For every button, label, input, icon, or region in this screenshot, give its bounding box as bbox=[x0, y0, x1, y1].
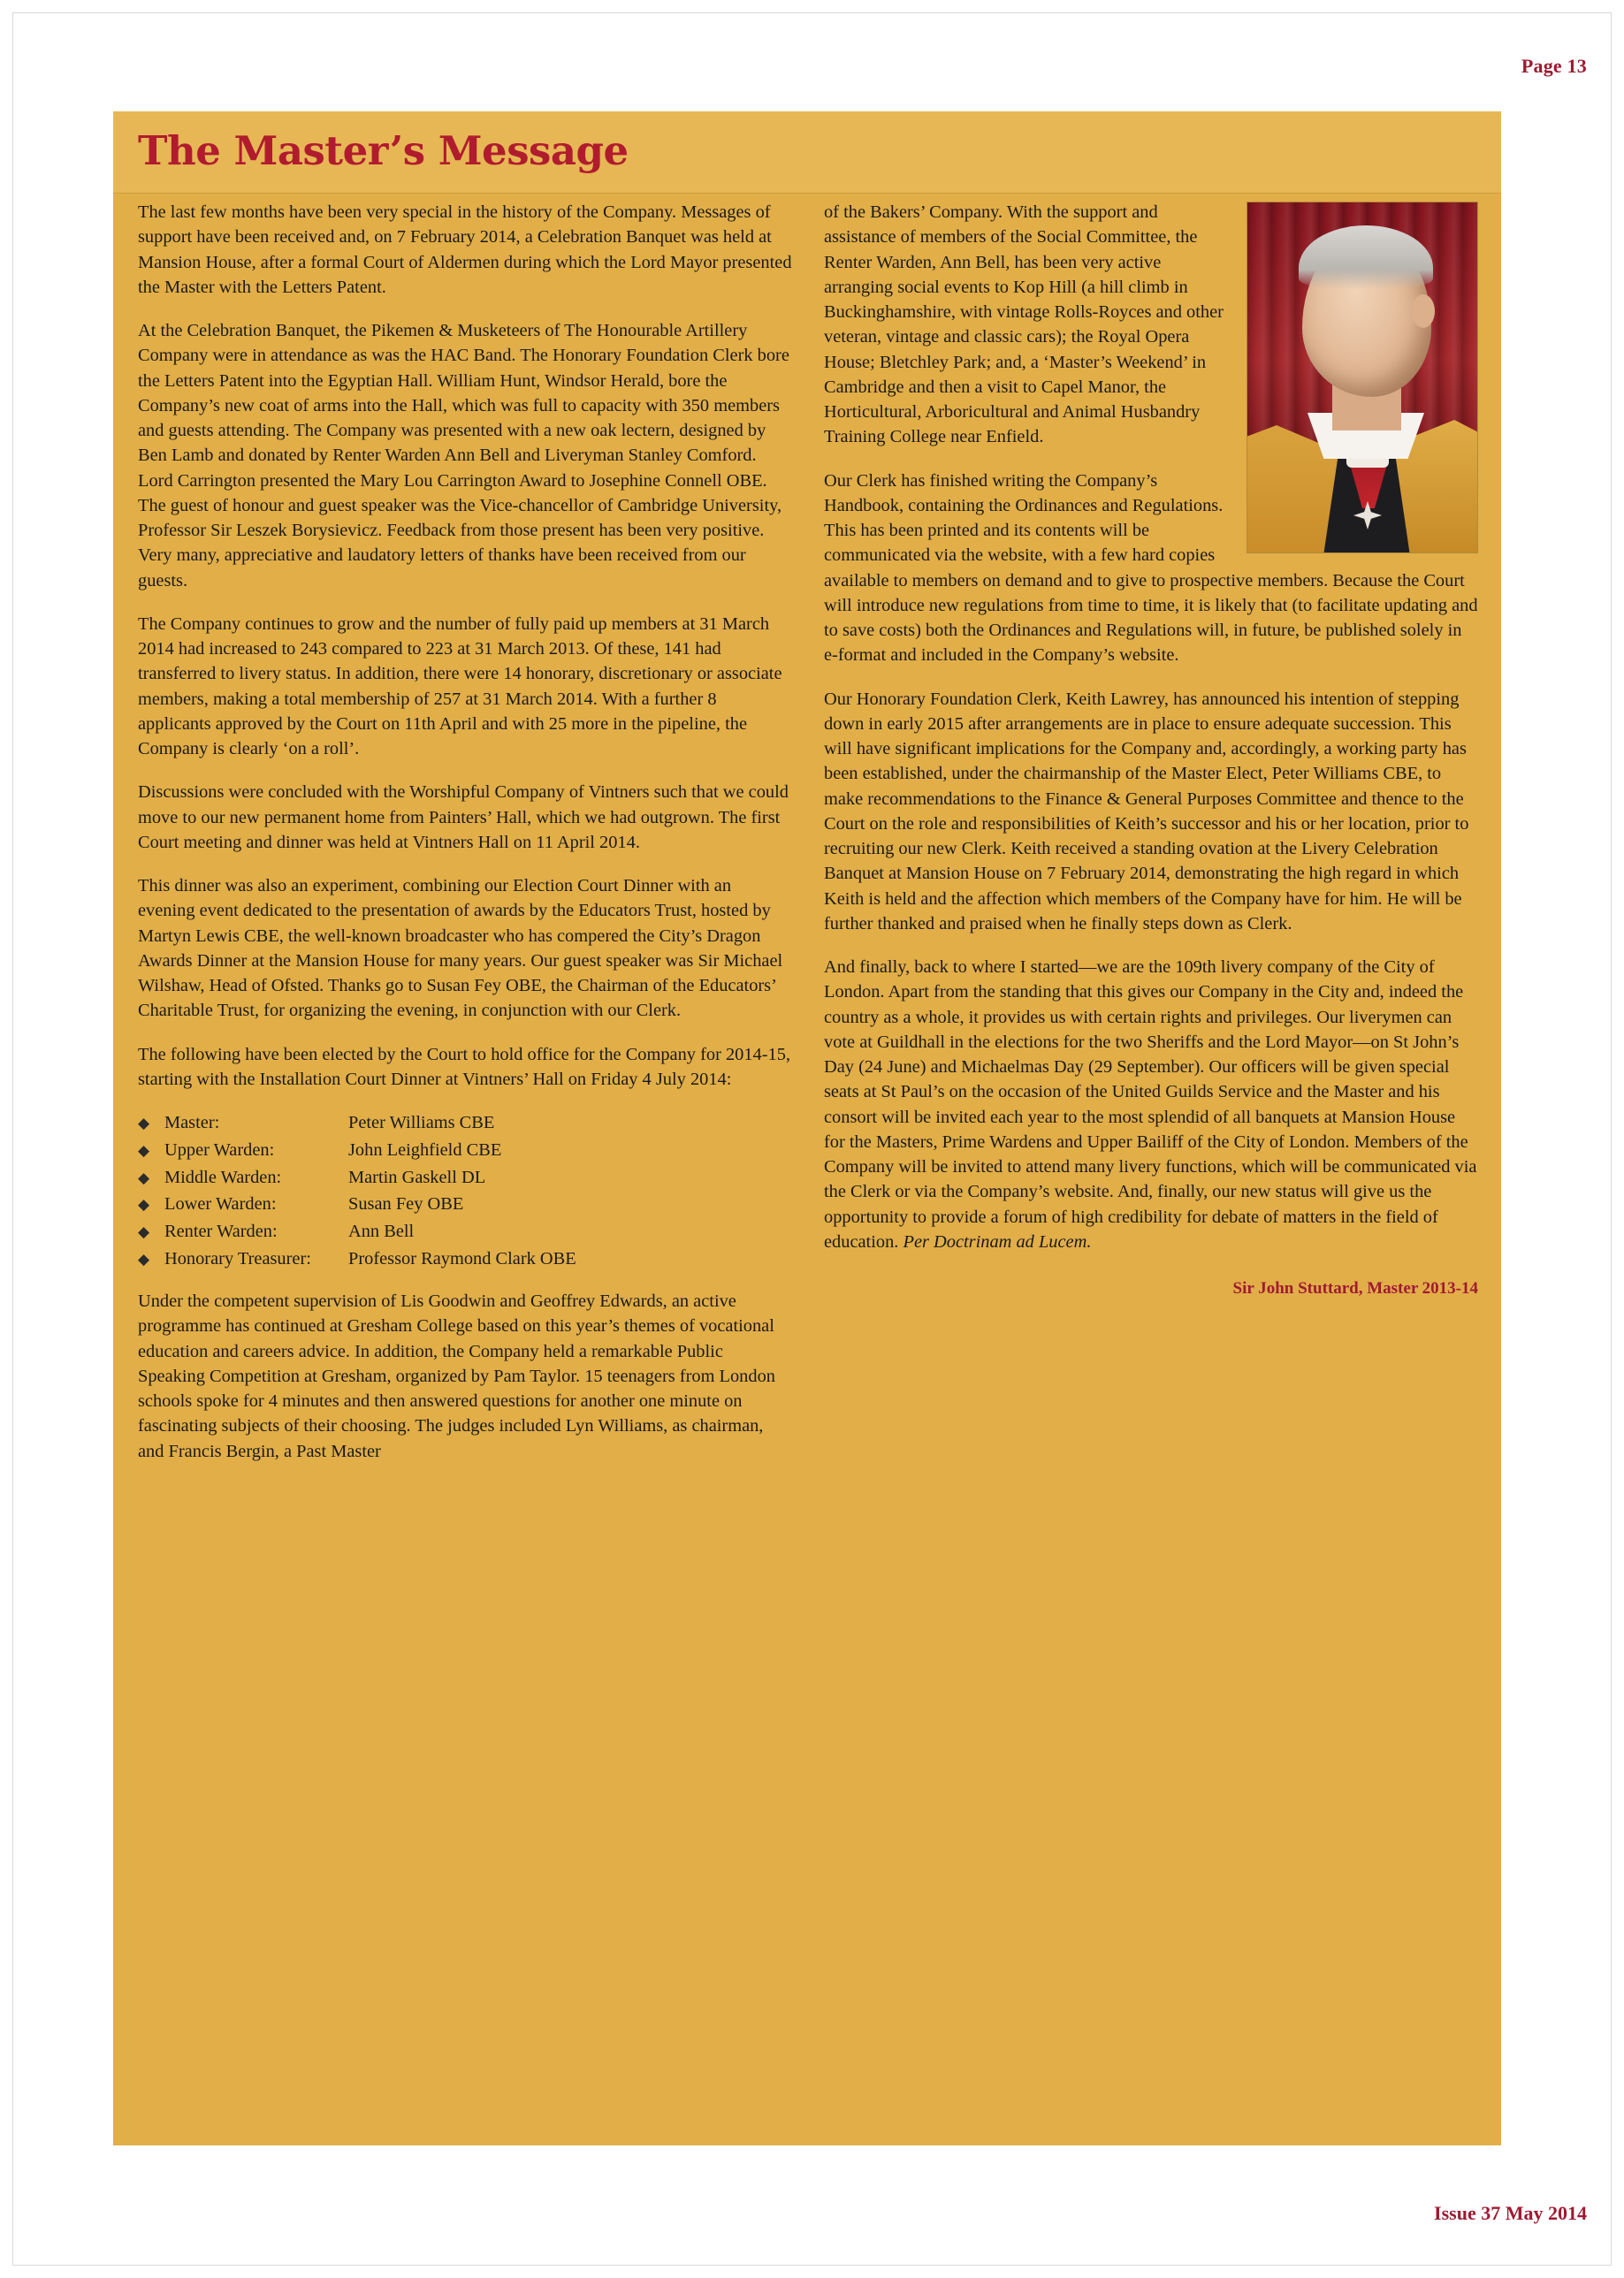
paragraph: This dinner was also an experiment, combining our Election Court Dinner with an evening event dedicated to the presentation of awards by the Educators Trust, hosted by Martyn Lewis CBE, the well-known broadcaster who has compered the City’s Dragon Awards Dinner at the Mansion House for many years. Our guest speaker was Sir Michael Wilshaw, Head of Ofsted. Thanks go to Susan Fey OBE, the Chairman of the Educators’ Charitable Trust, for organizing the evening, in conjunction with our Clerk. bbox=[138, 876, 783, 1021]
paragraph: The last few months have been very special in the history of the Company. Messages of support have been received and, on 7 February 2014, a Celebration Banquet was held at Mansion House, after a formal Court of Aldermen during which the Lord Mayor presented the Master with the Letters Patent. bbox=[138, 202, 792, 297]
officer-name: Professor Raymond Clark OBE bbox=[348, 1248, 576, 1269]
page-number: Page 13 bbox=[1521, 55, 1587, 77]
paragraph: Under the competent supervision of Lis Goodwin and Geoffrey Edwards, an active programme has continued at Gresham College based on this year’s themes of vocational education and careers advice. In addition, the Company held a remarkable Public Speaking Competition at Gresham, organized by Pam Taylor. 15 teenagers from London schools spoke for 4 minutes and then answered questions for another one minute on fascinating subjects of their choosing. The judges included Lyn Williams, as chairman, and Francis Bergin, a Past Master bbox=[138, 1291, 775, 1461]
left-column bbox=[138, 200, 792, 1464]
officer-name: Ann Bell bbox=[348, 1222, 415, 1241]
paragraph-text: And finally, back to where I started—we are the 109th livery company of the City of London. Apart from the standing that this gives our Company in the City and, indeed the country as a whole, it provides us with certain rights and privileges. Our liverymen can vote at Guildhall in the elections for the two Sheriffs and the Lord Mayor—on St John’s Day (24 June) and Michaelmas Day (29 September). Our officers will be given special seats at St Paul’s on the occasion of the United Guilds Service and the Master and his consort will be invited each year to the most splendid of all banquets at Mansion House for the Masters, Prime Wardens and Upper Bailiff of the City of London. Members of the Company will be invited to attend many livery functions, which will be communicated via the Clerk or via the Company’s website. And, finally, our new status will give us the opportunity to provide a forum of high credibility for debate of matters in the field of education. bbox=[824, 957, 1477, 1252]
right-column bbox=[824, 200, 1478, 1464]
paragraph: Our Honorary Foundation Clerk, Keith Lawrey, has announced his intention of stepping down in early 2015 after arrangements are in place to ensure adequate succession. This will have significant implications for the Company and, accordingly, a working party has been established, under the chairmanship of the Master Elect, Peter Williams CBE, to make recommendations to the Finance & General Purposes Committee and thence to the Court on the role and responsibilities of Keith’s successor and his or her location, prior to recruiting our new Clerk. Keith received a standing ovation at the Livery Celebration Banquet at Mansion House on 7 February 2014, demonstrating the high regard in which Keith is held and the affection which members of the Company have for him. He will be further thanked and praised when he finally steps down as Clerk. bbox=[824, 689, 1469, 933]
diamond-bullet-icon: ◆ bbox=[138, 1250, 150, 1268]
list-item bbox=[138, 1219, 792, 1244]
article-columns bbox=[138, 200, 1478, 1464]
officer-role: Renter Warden: bbox=[164, 1222, 278, 1241]
officer-role: Middle Warden: bbox=[164, 1167, 282, 1187]
officer-name: John Leighfield CBE bbox=[348, 1139, 502, 1160]
paragraph: Discussions were concluded with the Worshipful Company of Vintners such that we could move to our new permanent home from Painters’ Hall, which we had outgrown. The first Court meeting and dinner was held at Vintners Hall on 11 April 2014. bbox=[138, 782, 789, 852]
officer-name: Peter Williams CBE bbox=[348, 1113, 495, 1132]
panel-header bbox=[113, 111, 1501, 194]
paragraph: At the Celebration Banquet, the Pikemen & Musketeers of The Honourable Artillery Company were in attendance as was the HAC Band. The Honorary Foundation Clerk bore the Letters Patent into the Egyptian Hall. William Hunt, Windsor Herald, bore the Company’s new coat of arms into the Hall, which was full to capacity with 350 members and guests attending. The Company was presented with a new oak lectern, designed by Ben Lamb and donated by Renter Warden Ann Bell and Liveryman Stanley Comford. Lord Carrington presented the Mary Lou Carrington Award to Josephine Connell OBE. The guest of honour and guest speaker was the Vice-chancellor of Cambridge University, Professor Sir Leszek Borysievicz. Feedback from those present has been very positive. Very many, appreciative and laudatory letters of thanks have been received from our guests. bbox=[138, 321, 789, 590]
officer-name: Susan Fey OBE bbox=[348, 1194, 464, 1215]
paragraph: of the Bakers’ Company. With the support and assistance of members of the Social Committee, the Renter Warden, Ann Bell, has been very active arranging social events to Kop Hill (a hill climb in Buckinghamshire, with vintage Rolls-Royces and other veteran, vintage and classic cars); the Royal Opera House; Bletchley Park; and, a ‘Master’s Weekend’ in Cambridge and then a visit to Capel Manor, the Horticultural, Arboricultural and Animal Husbandry Training College near Enfield. bbox=[824, 202, 1224, 447]
list-item bbox=[138, 1192, 792, 1216]
masters-message-panel bbox=[113, 111, 1501, 2145]
officer-role: Upper Warden: bbox=[164, 1139, 275, 1160]
diamond-bullet-icon: ◆ bbox=[138, 1141, 150, 1159]
page-title: The Master’s Message bbox=[138, 127, 629, 174]
paragraph: The following have been elected by the Court to hold office for the Company for 2014-15, starting with the Installation Court Dinner at Vintners’ Hall on Friday 4 July 2014: bbox=[138, 1044, 791, 1089]
ear bbox=[1412, 294, 1435, 328]
list-item bbox=[138, 1138, 792, 1162]
officer-role: Honorary Treasurer: bbox=[164, 1248, 311, 1269]
list-item bbox=[138, 1165, 792, 1190]
diamond-bullet-icon: ◆ bbox=[138, 1223, 150, 1240]
latin-motto: Per Doctrinam ad Lucem. bbox=[903, 1231, 1092, 1252]
diamond-bullet-icon: ◆ bbox=[138, 1115, 150, 1131]
diamond-bullet-icon: ◆ bbox=[138, 1196, 150, 1214]
officers-list bbox=[138, 1110, 792, 1271]
paragraph bbox=[824, 955, 1478, 1254]
list-item bbox=[138, 1246, 792, 1271]
issue-footer: Issue 37 May 2014 bbox=[1434, 2202, 1587, 2224]
author-signature: Sir John Stuttard, Master 2013-14 bbox=[1232, 1279, 1478, 1298]
master-portrait-photo bbox=[1247, 202, 1478, 553]
officer-name: Martin Gaskell DL bbox=[348, 1167, 486, 1187]
paragraph: The Company continues to grow and the number of fully paid up members at 31 March 2014 had increased to 243 compared to 223 at 31 March 2013. Of these, 141 had transferred to livery status. In addition, there were 14 honorary, discretionary or associate members, making a total membership of 257 at 31 March 2014. With a further 8 applicants approved by the Court on 11th April and with 25 more in the pipeline, the Company is clearly ‘on a roll’. bbox=[138, 613, 782, 758]
officer-role: Lower Warden: bbox=[164, 1194, 277, 1215]
officer-role: Master: bbox=[164, 1113, 220, 1132]
diamond-bullet-icon: ◆ bbox=[138, 1169, 150, 1186]
paragraph: Our Clerk has finished writing the Company’s Handbook, containing the Ordinances and Regulations. This has been printed and its contents will be communicated via the website, with a few hard copies available to members on demand and to give to prospective members. Because the Court will introduce new regulations from time to time, it is likely that (to facilitate updating and to save costs) both the Ordinances and Regulations will, in future, be published solely in e-format and included in the Company’s website. bbox=[824, 470, 1478, 666]
list-item bbox=[138, 1110, 792, 1135]
